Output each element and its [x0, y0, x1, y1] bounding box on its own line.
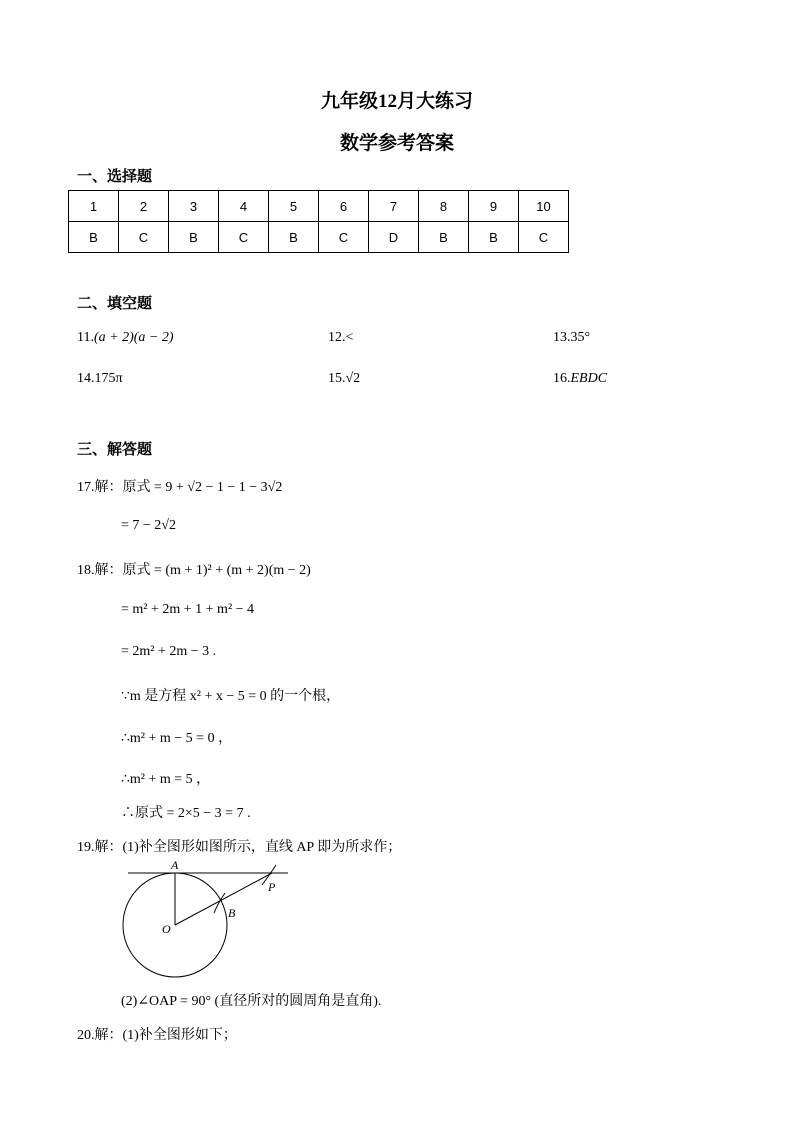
item-answer: 35°	[570, 330, 591, 345]
label-p: P	[268, 880, 276, 894]
table-cell: C	[119, 222, 169, 253]
item-label: 11.	[77, 330, 94, 345]
table-cell: 10	[519, 191, 569, 222]
table-cell: B	[169, 222, 219, 253]
q17-line-1	[77, 476, 282, 496]
fill-answer-14	[77, 371, 123, 387]
table-cell: C	[319, 222, 369, 253]
table-cell: B	[469, 222, 519, 253]
table-cell: B	[419, 222, 469, 253]
table-cell: 1	[69, 191, 119, 222]
item-label: 15.	[328, 371, 346, 386]
table-cell: 3	[169, 191, 219, 222]
line-ob-p	[175, 873, 272, 925]
q20-text: (1)补全图形如下；	[122, 1028, 237, 1043]
q18-line-6: ∴m² + m = 5 ，	[121, 772, 211, 787]
answer-table	[68, 190, 569, 253]
q19-line-2: (2)∠OAP = 90° (直径所对的圆周角是直角).	[121, 994, 382, 1009]
label-a: A	[171, 858, 179, 872]
page-subtitle: 数学参考答案	[339, 133, 454, 154]
table-row-numbers	[69, 191, 569, 222]
q17-line-2: = 7 − 2√2	[121, 518, 176, 533]
page-title: 九年级12月大练习	[320, 91, 473, 112]
fill-answer-12	[328, 330, 353, 346]
item-answer: 175π	[94, 371, 123, 386]
fill-answer-11	[77, 330, 174, 346]
q17-expr: 原式 = 9 + √2 − 1 − 1 − 3√2	[122, 480, 283, 495]
q17-label: 17.解：	[77, 480, 123, 495]
q18-line-3: = 2m² + 2m − 3 .	[121, 644, 217, 659]
table-cell: 9	[469, 191, 519, 222]
item-answer: √2	[345, 371, 361, 386]
label-o: O	[162, 922, 171, 936]
section-heading-choice: 一、选择题	[77, 169, 153, 185]
item-answer: <	[345, 330, 354, 345]
table-cell: B	[269, 222, 319, 253]
table-cell: 2	[119, 191, 169, 222]
q18-expr: 原式 = (m + 1)² + (m + 2)(m − 2)	[122, 563, 311, 578]
table-cell: 5	[269, 191, 319, 222]
q18-label: 18.解：	[77, 563, 123, 578]
fill-answer-16	[553, 371, 607, 387]
q18-line-2: = m² + 2m + 1 + m² − 4	[121, 602, 255, 617]
table-cell: D	[369, 222, 419, 253]
table-cell: B	[69, 222, 119, 253]
item-label: 12.	[328, 330, 346, 345]
table-row-answers	[69, 222, 569, 253]
q18-line-7: ∴原式 = 2×5 − 3 = 7 .	[121, 806, 251, 821]
item-label: 16.	[553, 371, 571, 386]
table-cell: 8	[419, 191, 469, 222]
table-cell: C	[219, 222, 269, 253]
q19-line-1	[77, 836, 401, 856]
circle-tangent-figure	[110, 855, 300, 990]
q19-label: 19.解：	[77, 840, 123, 855]
q20-label: 20.解：	[77, 1028, 123, 1043]
q18-line-4: ∵m 是方程 x² + x − 5 = 0 的一个根，	[121, 689, 341, 704]
item-label: 13.	[553, 330, 571, 345]
q18-line-5: ∴m² + m − 5 = 0 ，	[121, 731, 233, 746]
label-b: B	[228, 906, 236, 920]
q18-line-1	[77, 559, 311, 579]
item-answer: (a + 2)(a − 2)	[93, 330, 174, 345]
table-cell: C	[519, 222, 569, 253]
table-cell: 7	[369, 191, 419, 222]
table-cell: 6	[319, 191, 369, 222]
q20-line-1	[77, 1024, 237, 1044]
section-heading-solve: 三、解答题	[77, 442, 153, 458]
fill-answer-13	[553, 330, 590, 346]
table-cell: 4	[219, 191, 269, 222]
item-label: 14.	[77, 371, 95, 386]
q19-text: (1)补全图形如图所示，直线 AP 即为所求作；	[122, 840, 402, 855]
item-answer: EBDC	[570, 371, 608, 386]
section-heading-fill: 二、填空题	[77, 296, 153, 312]
fill-answer-15	[328, 371, 360, 387]
